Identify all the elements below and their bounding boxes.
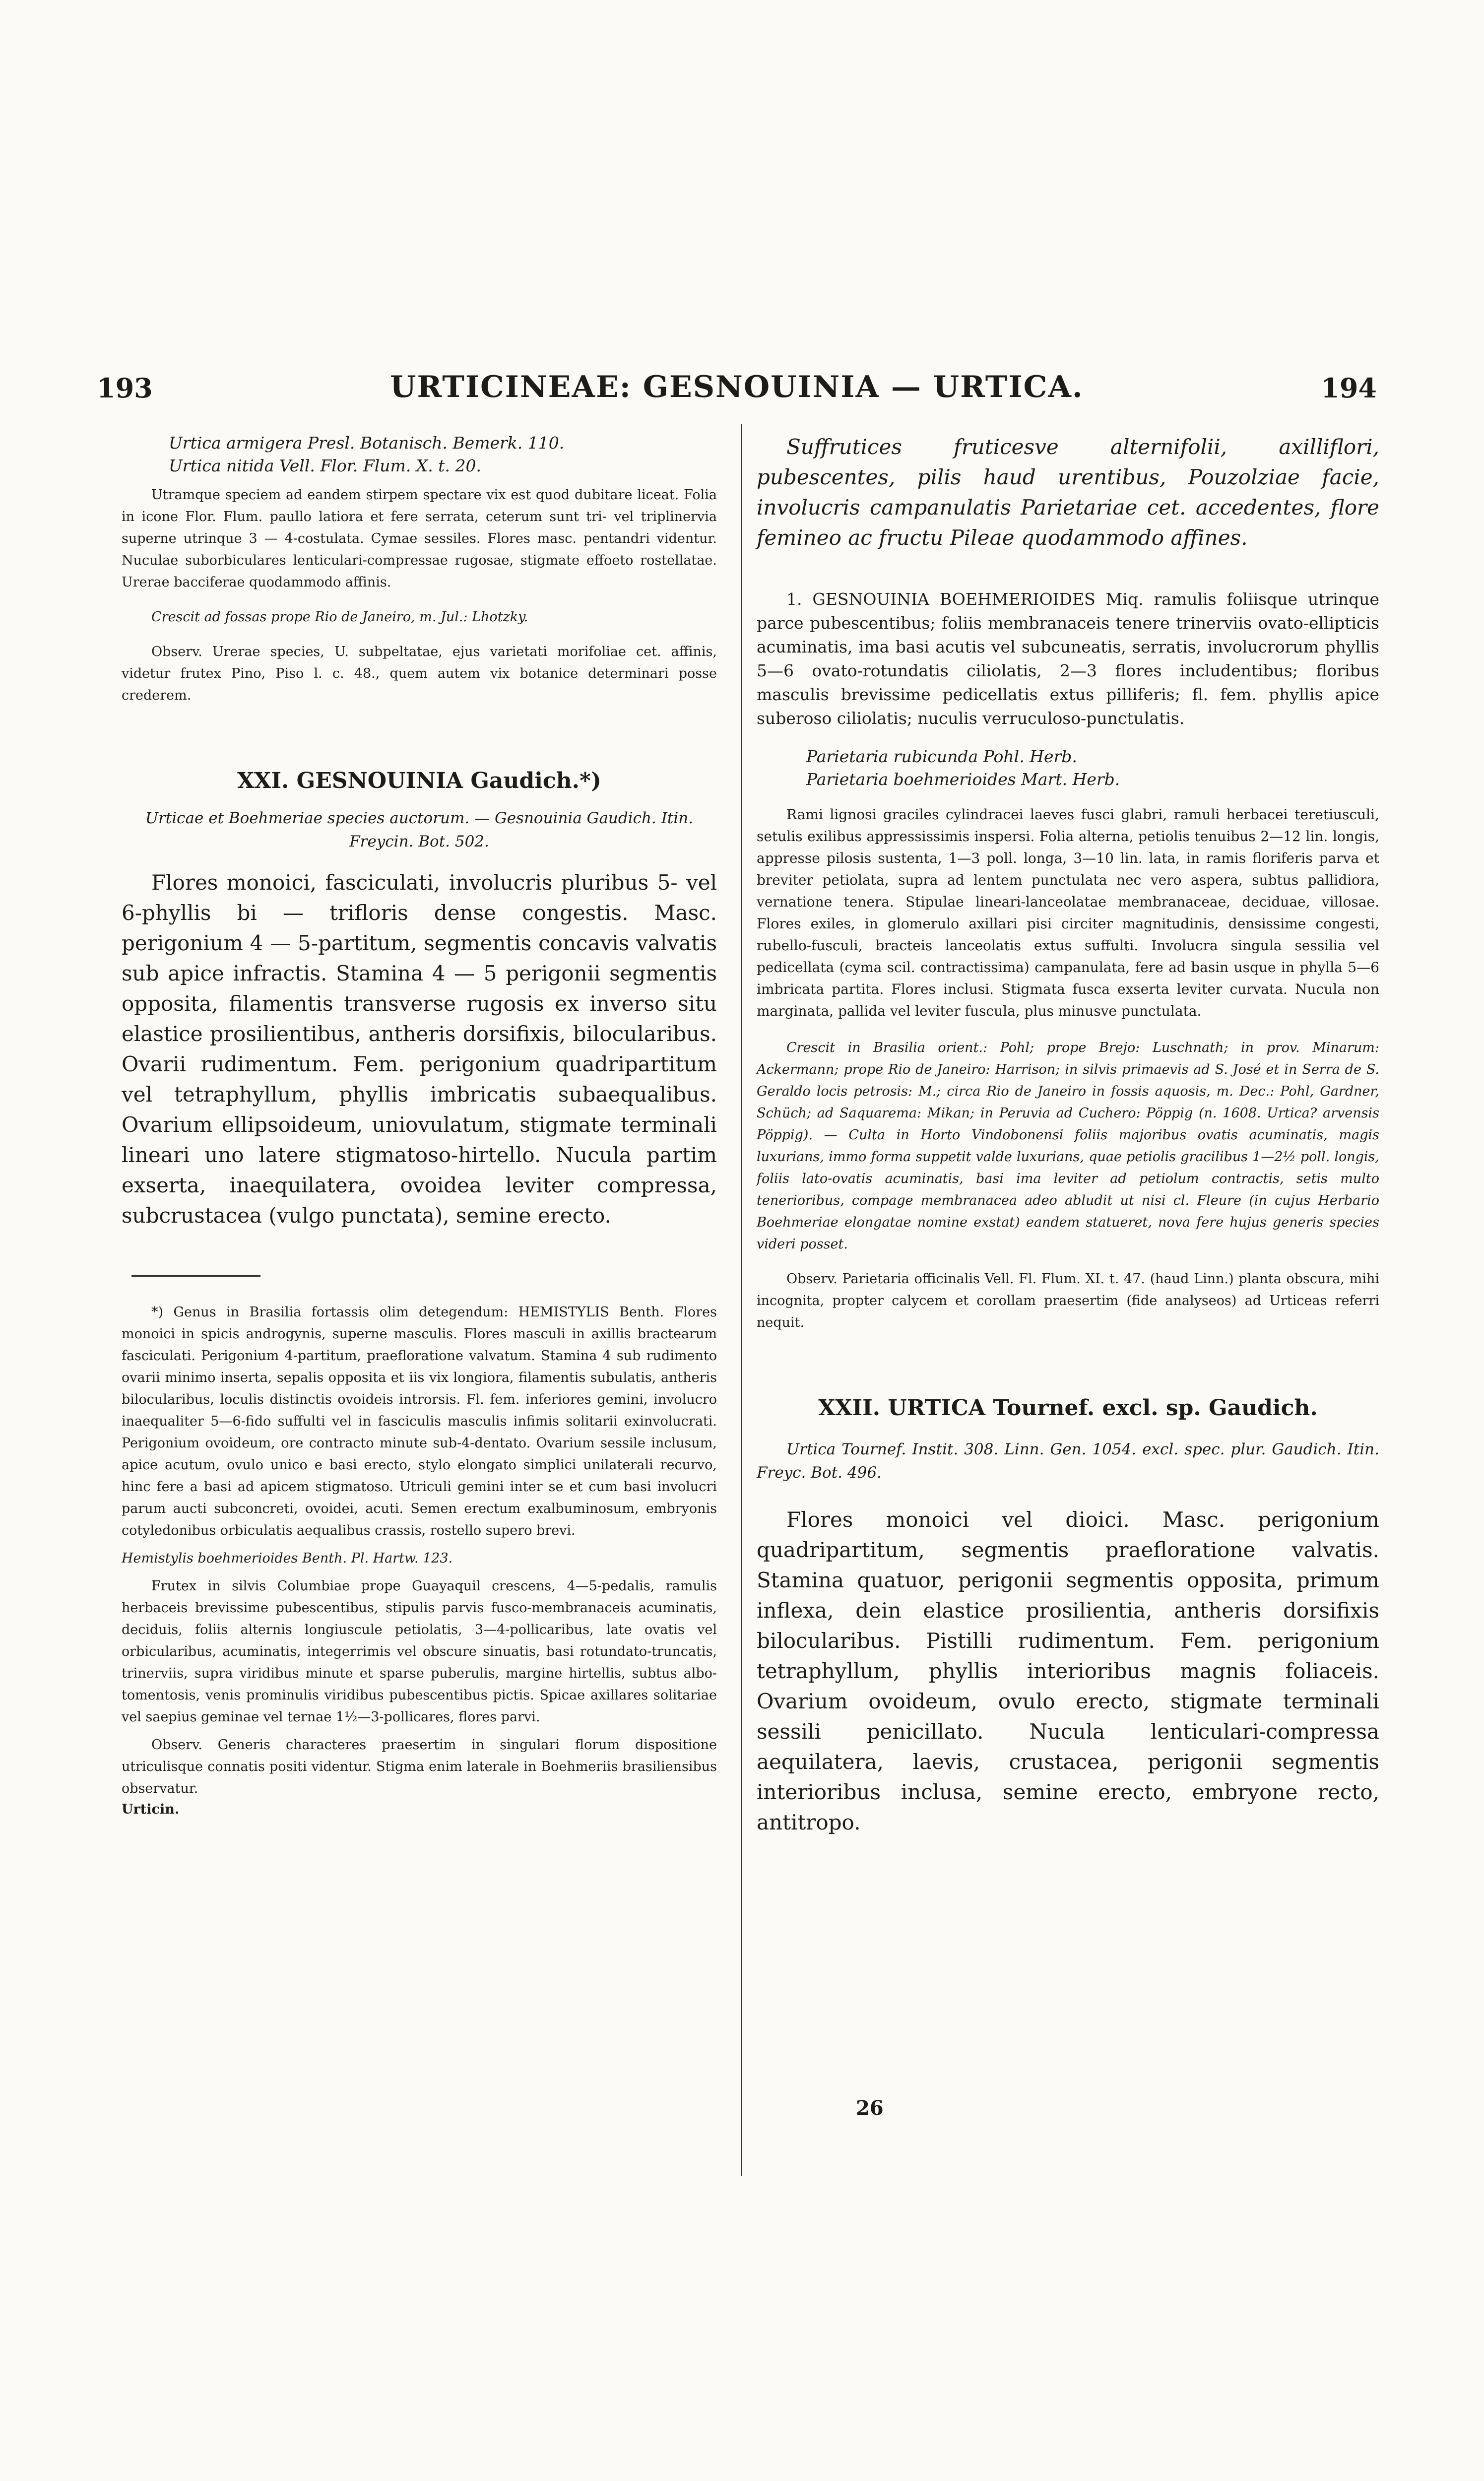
right-column bbox=[757, 432, 1379, 1837]
synonym: Urtica armigera Presl. Botanisch. Bemerk. 110. bbox=[169, 433, 565, 453]
species-diagnosis: 1. GESNOUINIA BOEHMERIOIDES Miq. ramulis foliisque utrinque parce pubescentibus; foliis membranaceis tenere trinerviis ovato-ellipticis acuminatis, ima basi acutis vel subcuneatis, serratis, involucrorum phyllis 5—6 ovato-rotundatis ciliolatis, 2—3 flores includentibus; floribus masculis brevissime pedicellatis extus pilliferis; fl. fem. phyllis apice suberoso ciliolatis; nuculis verruculoso-punctulatis. bbox=[757, 589, 1379, 728]
footnote-description: Frutex in silvis Columbiae prope Guayaquil crescens, 4—5-pedalis, ramulis herbaceis brevissime pubescentibus, stipulis parvis fusco-membranaceis acuminatis, deciduis, foliis alternis longiuscule petiolatis, 3—4-pollicaribus, late ovatis vel orbicularibus, acuminatis, integerrimis vel obscure sinuatis, basi rotundato-truncatis, trinerviis, supra viridibus minute et sparse puberulis, margine hirtellis, subtus albo-tomentosis, venis prominulis viridibus pubescentibus pictis. Spicae axillares solitariae vel saepius geminae vel ternae 1½—3-pollicares, flores parvi. bbox=[122, 1578, 717, 1725]
left-column bbox=[122, 432, 717, 1817]
column-divider bbox=[741, 424, 742, 2176]
footnote-rule bbox=[131, 1275, 260, 1277]
description-paragraph: Utramque speciem ad eandem stirpem spectare vix est quod dubitare liceat. Folia in icone Flor. Flum. paullo latiora et fere serrata, ceterum sunt tri- vel triplinervia superne utrinque 3 — 4-costulata. Cymae sessiles. Flores masc. pentandri videntur. Nuculae suborbiculares lenticulari-compressae rugosae, stigmate effoeto rostellatae. Urerae bacciferae quodammodo affinis. bbox=[122, 487, 717, 590]
footnote: *) Genus in Brasilia fortassis olim detegendum: HEMISTYLIS Benth. Flores monoici in spicis androgynis, superne masculis. Flores masculi in axillis bractearum fasciculati. Perigonium 4-partitum, praefloratione valvatum. Stamina 4 sub rudimento ovarii minimo inserta, sepalis opposita et iis vix longiora, filamentis subulatis, antheris bilocularibus, loculis distinctis ovoideis introrsis. Fl. fem. inferiores gemini, involucro inaequaliter 5—6-fido suffulti vel in fasciculis masculis infimis solitarii exinvolucrati. Perigonium ovoideum, ore contracto minute sub-4-dentato. Ovarium sessile inclusum, apice acutum, ovulo unico e basi erecto, stylo elongato simplici unilaterali recurvo, hinc fere a basi ad apicem stigmatoso. Utriculi gemini inter se et cum basi involucri parum aucti subconcreti, ovoidei, acuti. Semen erectum exalbuminosum, embryonis cotyledonibus orbiculatis aequalibus crassis, rostello supero brevi. bbox=[122, 1305, 717, 1538]
genus-synonymy: Urtica Tournef. Instit. 308. Linn. Gen. 1054. excl. spec. plur. Gaudich. Itin. Freyc. Bot. 496. bbox=[757, 1440, 1379, 1482]
observation-note: Observ. Urerae species, U. subpeltatae, ejus varietati morifoliae cet. affinis, videtur frutex Pino, Piso l. c. 48., quem autem vix botanice determinari posse crederem. bbox=[122, 644, 717, 703]
page-number-left: 193 bbox=[97, 372, 153, 404]
genus-heading: XXII. URTICA Tournef. excl. sp. Gaudich. bbox=[818, 1395, 1318, 1421]
catchword: Urticin. bbox=[122, 1802, 180, 1817]
genus-description: Flores monoici, fasciculati, involucris pluribus 5- vel 6-phyllis bi — trifloris dense congestis. Masc. perigonium 4 — 5-partitum, segmentis concavis valvatis sub apice infractis. Stamina 4 — 5 perigonii segmentis opposita, filamentis transverse rugosis ex inverso situ elastice prosilientibus, antheris dorsifixis, bilocularibus. Ovarii rudimentum. Fem. perigonium quadripartitum vel tetraphyllum, phyllis imbricatis subaequalibus. Ovarium ellipsoideum, uniovulatum, stigmate terminali lineari uno latere stigmatoso-hirtello. Nucula partim exserta, inaequilatera, ovoidea leviter compressa, subcrustacea (vulgo punctata), semine erecto. bbox=[122, 870, 717, 1228]
genus-introduction: Suffrutices fruticesve alternifolii, axilliflori, pubescentes, pilis haud urentibus, Pouzolziae facie, involucris campanulatis Parietariae cet. accedentes, flore femineo ac fructu Pileae quodammodo affines. bbox=[757, 435, 1379, 550]
page-number-right: 194 bbox=[1321, 372, 1377, 404]
synonym: Parietaria rubicunda Pohl. Herb. bbox=[806, 747, 1077, 766]
signature-mark: 26 bbox=[856, 2096, 884, 2120]
synonym: Parietaria boehmerioides Mart. Herb. bbox=[806, 770, 1120, 789]
genus-synonymy: Urticae et Boehmeriae species auctorum. — Gesnouinia Gaudich. Itin. Freycin. Bot. 502. bbox=[145, 809, 694, 850]
synonym: Urtica nitida Vell. Flor. Flum. X. t. 20. bbox=[169, 456, 481, 475]
observation-note: Observ. Parietaria officinalis Vell. Fl. Flum. XI. t. 47. (haud Linn.) planta obscura, mihi incognita, propter calycem et corollam praesertim (fide analyseos) ad Urticeas referri nequit. bbox=[757, 1271, 1379, 1330]
header-title: URTICINEAE: GESNOUINIA — URTICA. bbox=[390, 370, 1084, 404]
footnote-synonym: Hemistylis boehmerioides Benth. Pl. Hartw. 123. bbox=[122, 1551, 453, 1566]
running-header bbox=[97, 365, 1377, 424]
species-description: Rami lignosi graciles cylindracei laeves fusci glabri, ramuli herbacei teretiusculi, setulis exilibus appressissimis inspersi. Folia alterna, petiolis tenuibus 2—12 lin. longis, appresse pilosis sustenta, 1—3 poll. longa, 3—10 lin. lata, in ramis floriferis parva et breviter petiolata, supra ad lentem punctulata nec vero aspera, subtus pallidiora, vernatione tenera. Stipulae lineari-lanceolatae membranaceae, deciduae, villosae. Flores exiles, in glomerulo axillari pisi circiter magnitudinis, densissime congesti, rubello-fusculi, bracteis lanceolatis extus suffulti. Involucra singula sessilia vel pedicellata (cyma scil. contractissima) campanulata, fere ad basin usque in phylla 5—6 imbricata partita. Flores inclusi. Stigmata fusca exserta leviter curvata. Nucula non marginata, pallida vel leviter fuscula, plus minusve punctulata. bbox=[757, 806, 1379, 1019]
locality-note: Crescit ad fossas prope Rio de Janeiro, m. Jul.: Lhotzky. bbox=[151, 609, 528, 625]
genus-heading: XXI. GESNOUINIA Gaudich.*) bbox=[237, 768, 601, 793]
locality-note: Crescit in Brasilia orient.: Pohl; prope Brejo: Luschnath; in prov. Minarum: Ackermann; prope Rio de Janeiro: Harrison; in silvis primaevis ad S. José et in Serra de S. Geraldo locis petrosis: M.; circa Rio de Janeiro in fossis aquosis, m. Dec.: Pohl, Gardner, Schüch; ad Saquarema: Mikan; in Peruvia ad Cuchero: Pöppig (n. 1608. Urtica? arvensis Pöppig). — Culta in Horto Vindobonensi foliis majoribus ovatis acuminatis, magis luxurians, immo forma suppetit valde luxurians, quae petiolis gracilibus 1—2½ poll. longis, foliis lato-ovatis acuminatis, basi ima leviter ad petiolum contractis, setis multo tenerioribus, compage membranacea adeo abludit ut nisi cl. Fleure (in cujus Herbario Boehmeriae elongatae nomine exstat) eandem statueret, nova fere hujus generis species videri posset. bbox=[757, 1040, 1379, 1252]
genus-description: Flores monoici vel dioici. Masc. perigonium quadripartitum, segmentis praefloratione valvatis. Stamina quatuor, perigonii segmentis opposita, primum inflexa, dein elastice prosilientia, antheris dorsifixis bilocularibus. Pistilli rudimentum. Fem. perigonium tetraphyllum, phyllis interioribus magnis foliaceis. Ovarium ovoideum, ovulo erecto, stigmate terminali sessili penicillato. Nucula lenticulari-compressa aequilatera, laevis, crustacea, perigonii segmentis interioribus inclusa, semine erecto, embryone recto, antitropo. bbox=[757, 1507, 1379, 1834]
footnote-observation: Observ. Generis characteres praesertim in singulari florum dispositione utriculisque connatis positi videntur. Stigma enim laterale in Boehmeriis brasiliensibus observatur. bbox=[122, 1737, 717, 1796]
